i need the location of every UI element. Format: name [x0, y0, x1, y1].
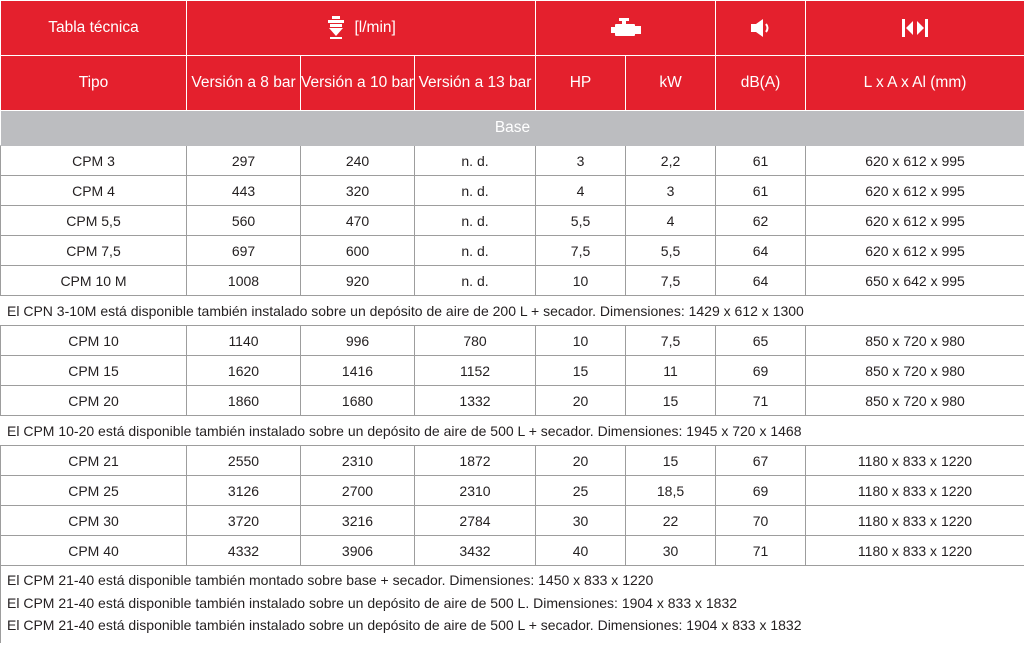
cell-hp: 10	[536, 326, 626, 356]
table-row	[1, 536, 1024, 566]
header-row-icons	[1, 1, 1024, 56]
section-label: Base	[1, 111, 1024, 146]
availability-note: El CPM 21-40 está disponible también instalado sobre un depósito de aire de 500 L + secador. Dimensiones: 1904 x 833 x 1832	[7, 617, 802, 633]
cell-flow-10bar: 240	[301, 146, 415, 176]
cell-dimensions: 850 x 720 x 980	[806, 386, 1024, 416]
cell-flow-10bar: 3906	[301, 536, 415, 566]
col-header-tipo: Tipo	[1, 56, 187, 111]
table-row	[1, 176, 1024, 206]
col-header-dba: dB(A)	[716, 56, 806, 111]
dimensions-header	[806, 1, 1024, 56]
cell-flow-8bar: 3720	[187, 506, 301, 536]
cell-model: CPM 25	[1, 476, 187, 506]
availability-note: El CPN 3-10M está disponible también instalado sobre un depósito de aire de 200 L + secador. Dimensiones: 1429 x 612 x 1300	[1, 296, 1024, 326]
cell-flow-8bar: 560	[187, 206, 301, 236]
col-header-hp: HP	[536, 56, 626, 111]
cell-dimensions: 620 x 612 x 995	[806, 146, 1024, 176]
cell-flow-13bar: 1152	[415, 356, 536, 386]
availability-note: El CPM 10-20 está disponible también instalado sobre un depósito de aire de 500 L + secador. Dimensiones: 1945 x 720 x 1468	[1, 416, 1024, 446]
cell-kw: 7,5	[626, 266, 716, 296]
motor-icon	[611, 18, 641, 38]
cell-hp: 30	[536, 506, 626, 536]
cell-hp: 15	[536, 356, 626, 386]
cell-flow-8bar: 297	[187, 146, 301, 176]
cell-flow-10bar: 600	[301, 236, 415, 266]
cell-kw: 22	[626, 506, 716, 536]
cell-kw: 2,2	[626, 146, 716, 176]
cell-model: CPM 7,5	[1, 236, 187, 266]
cell-hp: 25	[536, 476, 626, 506]
cell-flow-13bar: n. d.	[415, 176, 536, 206]
noise-header	[716, 1, 806, 56]
cell-flow-10bar: 2310	[301, 446, 415, 476]
table-row	[1, 326, 1024, 356]
cell-kw: 3	[626, 176, 716, 206]
cell-hp: 7,5	[536, 236, 626, 266]
cell-dimensions: 620 x 612 x 995	[806, 176, 1024, 206]
cell-dba: 69	[716, 476, 806, 506]
cell-dba: 67	[716, 446, 806, 476]
cell-dba: 61	[716, 146, 806, 176]
cell-flow-13bar: n. d.	[415, 266, 536, 296]
cell-model: CPM 10	[1, 326, 187, 356]
cell-flow-8bar: 2550	[187, 446, 301, 476]
cell-dba: 64	[716, 236, 806, 266]
cell-dimensions: 1180 x 833 x 1220	[806, 476, 1024, 506]
cell-hp: 4	[536, 176, 626, 206]
table-row	[1, 146, 1024, 176]
table-title: Tabla técnica	[1, 1, 187, 56]
cell-hp: 5,5	[536, 206, 626, 236]
cell-model: CPM 5,5	[1, 206, 187, 236]
cell-model: CPM 10 M	[1, 266, 187, 296]
footnotes-row	[1, 566, 1024, 644]
cell-flow-8bar: 3126	[187, 476, 301, 506]
cell-flow-13bar: 2310	[415, 476, 536, 506]
cell-flow-10bar: 1680	[301, 386, 415, 416]
cell-flow-13bar: 780	[415, 326, 536, 356]
cell-model: CPM 20	[1, 386, 187, 416]
col-header-dimensions: L x A x Al (mm)	[806, 56, 1024, 111]
cell-flow-13bar: 3432	[415, 536, 536, 566]
cell-dba: 64	[716, 266, 806, 296]
col-header-kw: kW	[626, 56, 716, 111]
cell-kw: 4	[626, 206, 716, 236]
cell-kw: 5,5	[626, 236, 716, 266]
cell-model: CPM 15	[1, 356, 187, 386]
cell-dimensions: 850 x 720 x 980	[806, 326, 1024, 356]
col-header-8bar: Versión a 8 bar	[187, 56, 301, 111]
cell-dimensions: 650 x 642 x 995	[806, 266, 1024, 296]
cell-hp: 40	[536, 536, 626, 566]
power-header	[536, 1, 716, 56]
flow-unit: [l/min]	[354, 19, 396, 36]
cell-flow-13bar: 1332	[415, 386, 536, 416]
cell-dba: 65	[716, 326, 806, 356]
cell-flow-8bar: 4332	[187, 536, 301, 566]
table-row	[1, 506, 1024, 536]
cell-flow-10bar: 996	[301, 326, 415, 356]
cell-model: CPM 3	[1, 146, 187, 176]
availability-note: El CPM 21-40 está disponible también instalado sobre un depósito de aire de 500 L. Dimensiones: 1904 x 833 x 1832	[7, 594, 738, 611]
section-row	[1, 111, 1024, 146]
cell-flow-13bar: n. d.	[415, 236, 536, 266]
cell-flow-8bar: 1140	[187, 326, 301, 356]
cell-dimensions: 620 x 612 x 995	[806, 236, 1024, 266]
cell-dimensions: 620 x 612 x 995	[806, 206, 1024, 236]
dimensions-icon	[901, 18, 929, 38]
cell-hp: 3	[536, 146, 626, 176]
cell-kw: 18,5	[626, 476, 716, 506]
table-row	[1, 356, 1024, 386]
cell-kw: 15	[626, 446, 716, 476]
cell-dba: 71	[716, 386, 806, 416]
cell-flow-8bar: 1620	[187, 356, 301, 386]
cell-dba: 70	[716, 506, 806, 536]
table-row	[1, 386, 1024, 416]
cell-kw: 30	[626, 536, 716, 566]
cell-flow-8bar: 1860	[187, 386, 301, 416]
cell-dba: 71	[716, 536, 806, 566]
col-header-13bar: Versión a 13 bar	[415, 56, 536, 111]
cell-flow-10bar: 2700	[301, 476, 415, 506]
cell-flow-10bar: 1416	[301, 356, 415, 386]
speaker-icon	[749, 18, 773, 38]
table-row	[1, 206, 1024, 236]
cell-flow-8bar: 697	[187, 236, 301, 266]
flow-header	[187, 1, 536, 56]
cell-kw: 11	[626, 356, 716, 386]
availability-note: El CPM 21-40 está disponible también montado sobre base + secador. Dimensiones: 1450 x 833 x 1220	[7, 572, 654, 588]
cell-dba: 69	[716, 356, 806, 386]
cell-flow-13bar: 1872	[415, 446, 536, 476]
cell-hp: 10	[536, 266, 626, 296]
cell-dimensions: 1180 x 833 x 1220	[806, 506, 1024, 536]
cell-model: CPM 21	[1, 446, 187, 476]
cell-dimensions: 1180 x 833 x 1220	[806, 536, 1024, 566]
cell-kw: 15	[626, 386, 716, 416]
footnotes	[1, 566, 1024, 644]
table-row	[1, 476, 1024, 506]
note-row	[1, 296, 1024, 326]
cell-flow-8bar: 443	[187, 176, 301, 206]
cell-flow-13bar: n. d.	[415, 206, 536, 236]
cell-kw: 7,5	[626, 326, 716, 356]
col-header-10bar: Versión a 10 bar	[301, 56, 415, 111]
cell-flow-10bar: 3216	[301, 506, 415, 536]
cell-flow-10bar: 920	[301, 266, 415, 296]
cell-flow-13bar: 2784	[415, 506, 536, 536]
cell-dimensions: 850 x 720 x 980	[806, 356, 1024, 386]
cell-model: CPM 4	[1, 176, 187, 206]
cell-dba: 62	[716, 206, 806, 236]
cell-flow-13bar: n. d.	[415, 146, 536, 176]
table-row	[1, 236, 1024, 266]
cell-hp: 20	[536, 446, 626, 476]
cell-dimensions: 1180 x 833 x 1220	[806, 446, 1024, 476]
header-row-labels	[1, 56, 1024, 111]
table-row	[1, 266, 1024, 296]
note-row	[1, 416, 1024, 446]
table-row	[1, 446, 1024, 476]
cell-model: CPM 30	[1, 506, 187, 536]
cell-hp: 20	[536, 386, 626, 416]
cell-model: CPM 40	[1, 536, 187, 566]
cell-dba: 61	[716, 176, 806, 206]
cell-flow-10bar: 320	[301, 176, 415, 206]
cell-flow-10bar: 470	[301, 206, 415, 236]
flow-icon	[326, 16, 346, 40]
cell-flow-8bar: 1008	[187, 266, 301, 296]
